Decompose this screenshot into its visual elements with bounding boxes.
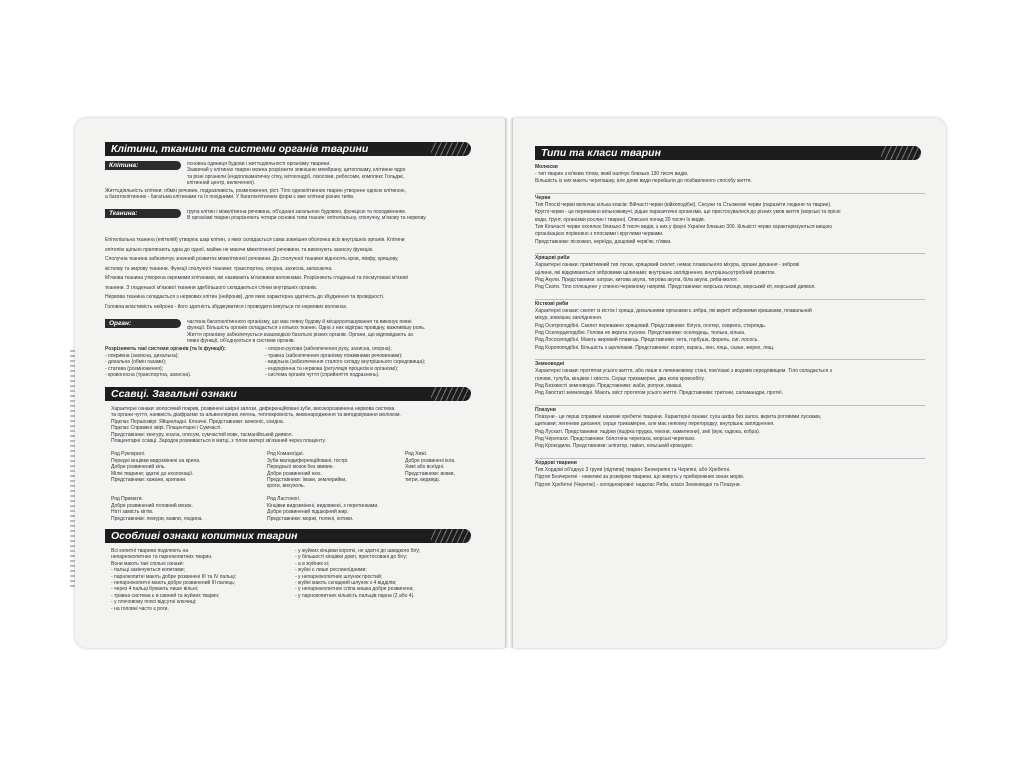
section-divider <box>535 405 925 406</box>
mammal-order-line: тигри, ведмеді. <box>405 476 440 483</box>
animal-group-line: Ряд Хвостаті земноводні. Мають хвіст протягом усього життя. Представники: тритони, саламандри, протеї. <box>535 390 784 397</box>
cell-life-text-line: Життєдіяльність клітини: обмін речовин, подразливість, розмноження, ріст. Тіло одноклітинних тварин утворене однією клітиною, <box>105 188 406 194</box>
mammal-order-line: кроти, вихухоль. <box>267 483 305 490</box>
mammal-order-line: Представники: кажани, крилани. <box>111 476 187 483</box>
animal-group-line: Ряд Коропоподібні. Більшість з щелепами. Представники: короп, карась, лин, ляць, сазан, жерех, лящ. <box>535 344 775 351</box>
organ-system-item: - ендокринна та нервова (регуляція процесів в організмі); <box>265 365 399 372</box>
label-cell: Клітина: <box>105 161 181 170</box>
organ-system-item: Розрізняють такі системи органів (та їх функції): <box>105 346 226 352</box>
organ-system-item: - покривна (захисна, дихальна); <box>105 352 179 359</box>
hoofed-text-line: - у жуйних кінцівки короткі, не здатні до швидкого бігу; <box>295 548 421 554</box>
organ-text-line: частина багатоклітинного організму, що має певну будову й місцерозташування та виконує певні <box>187 319 412 325</box>
animal-group-line: щитками; легеневе дихання; серце трикамерне, але має неповну перегородку; внутрішнє запліднення. <box>535 421 775 428</box>
tissue-text-line: В організмі тварин розрізняють чотири основні типи тканин: епітеліальну, сполучну, м'язову та нервову. <box>187 215 427 222</box>
mammals-text-line: Підклас Першозвірі: Яйцекладні. Клоачні. Представники: качконіс, єхидна. <box>111 418 285 425</box>
tissue-text-line: епітелію щільно прилягають одна до одної, майже не маючи міжклітинної речовини, та виконують захисну функцію. <box>105 246 374 253</box>
animal-group-line: Круглі черви - це переважно вільноживучі, рідше паразитичні організми, що пристосувалися до різних умов життя (морські та прісні <box>535 209 841 216</box>
tissue-text-line: тканини. З гладенької м'язової тканини здебільшого складаються стінки внутрішніх органів. <box>105 284 318 291</box>
animal-group-title: Плазуни <box>535 406 556 413</box>
tissue-text-line: Епітеліальна тканина (епітелій) утворює шар клітин, з яких складається сама зовнішня оболонка всіх внутрішніх органів. Клітини <box>105 237 405 243</box>
animal-group-line: Характерні ознаки: примітивний тип луски, хрящовий скелет, немає плавального міхура, органи дихання - зяброві <box>535 262 800 269</box>
mammal-order-title: Ряд Ластоногі. <box>267 496 301 502</box>
mammal-order-line: Представники: моржі, тюлені, котики. <box>267 515 354 522</box>
animal-group-line: Ряд Лососеподібні. Мають жировий плавець. Представники: кета, горбуша, форель, сиг, лосось. <box>535 337 759 344</box>
animal-group-line: Характерні ознаки: скелет із кісток і хряща, дихальними органами є зябра, які вкриті зябровими кришками, плавальний <box>535 307 812 314</box>
mammal-order-title: Ряд Рукокрилі. <box>111 451 146 457</box>
organ-system-item: - кровоносна (транспортна, захисна). <box>105 372 192 379</box>
section-banner-animal-types: Типи та класи тварин <box>535 146 921 160</box>
animal-group-line: Ряд Черепахи. Представники: болотяна черепаха, морські черепахи. <box>535 436 696 442</box>
animal-group-line: Ряд Осетроподібні. Скелет переважно хрящовий. Представники: білуга, осетер, севрюга, стерлядь. <box>535 322 767 329</box>
animal-group-line: Ряд Лускаті. Представники: ящірки (ящірка прудка, гекони, хамелеони), змії (вуж, гадюка, кобра). <box>535 428 761 435</box>
animal-group-line: Підтип Хребетні (Черепні) - холоднокровні: надклас Риби, класи Земноводні та Плазуни. <box>535 481 741 488</box>
section-divider <box>535 193 925 194</box>
animal-group-title: Хордові тварини <box>535 459 577 466</box>
hoofed-text-line: Всі копитні тварини поділяють на <box>111 548 189 554</box>
section-banner-hoofed: Особливі ознаки копитних тварин <box>105 529 471 543</box>
animal-group-line: Тип Плоскі черви включає кілька класів: Війчасті черви (війкоподібні), Сисуни та Стьожкові черви (паразити людини та тварин). <box>535 201 832 208</box>
animal-group-line: міхур, зовнішнє запліднення. <box>535 315 603 322</box>
left-page <box>75 118 505 648</box>
hoofed-text-line: - на головні часто є роги. <box>111 605 169 612</box>
mammals-text-line: Характерні ознаки: волосяний покрив, розвинені шкірні залози, диференційовані зуби, високорозвинена нервова система <box>111 406 395 412</box>
tissue-text-line: Нервова тканина складається з нервових клітин (нейронів), для яких характерна здатність до збудження та провідності. <box>105 294 385 300</box>
hoofed-text-line: - у непарнокопитних шлунок простий; <box>295 573 383 580</box>
mammal-order-line: Добре розвинений головний мозок. <box>111 503 193 509</box>
hoofed-text-line: непарнокопитних та парнокопитних тварин. <box>111 554 213 561</box>
right-page <box>513 118 946 648</box>
hoofed-text-line: Вони мають такі спільні ознаки: <box>111 560 184 567</box>
hoofed-text-line: - пальці закінчуються копитами; <box>111 567 185 574</box>
hoofed-text-line: - у більшості кінцівки довгі, пристосовані до бігу; <box>295 554 408 561</box>
mammal-order-line: Хижі або всеїдні. <box>405 464 445 471</box>
animal-group-line: Ряд Оселедцеподібні. Голова не вкрита лускою. Представники: оселедець, тюлька, кілька. <box>535 330 746 336</box>
animal-group-title: Земноводні <box>535 361 565 368</box>
animal-group-title: Кісткові риби <box>535 300 569 307</box>
organ-system-item: - дихальна (обмін газами); <box>105 359 167 366</box>
section-banner-mammals: Ссавці. Загальні ознаки <box>105 387 471 401</box>
animal-group-line: голови, тулуба, кінцівок і хвоста. Серце трикамерне, два кола кровообігу. <box>535 375 705 382</box>
animal-group-line: Підтип Безчерепні - невеликі за розміром тварини, що живуть у прибережних зонах морів. <box>535 474 745 481</box>
mammal-order-line: Добре розвинений підшкірний жир. <box>267 509 349 516</box>
animal-group-line: організацією порівняно з плоскими і круглими червами. <box>535 231 664 238</box>
animal-group-title: Хрящові риби <box>535 255 570 262</box>
hoofed-text-line: - у плечовому поясі відсутні ключиці; <box>111 599 197 606</box>
organ-system-item: - статева (розмноження); <box>105 365 164 372</box>
hoofed-text-line: - через 4 пальці бувають лише вільні; <box>111 586 199 593</box>
mammal-order-line: Нігті замість кігтів. <box>111 509 154 516</box>
section-banner-cells: Клітини, тканини та системи органів тварини <box>105 142 471 156</box>
animal-group-line: води, ґрунт, організми рослин і тварин). Описано понад 20 тисяч їх видів. <box>535 216 706 223</box>
hoofed-text-line: - парнокопитні мають добре розвинені III та IV пальці; <box>111 573 237 580</box>
animal-group-title: Черви <box>535 194 551 201</box>
mammal-order-line: Мілкі тварини; здатні до ехолокації. <box>111 470 194 477</box>
tissue-text-line: кісткову та жирову тканини. Функції сполучної тканини: транспортна, опорна, захисна, запасаюча. <box>105 265 333 272</box>
mammals-text-line: Плацентарні ссавці. Зародок розвивається в матці, з тілом матері зв'язаний через плаценту. <box>111 438 326 444</box>
mammal-order-line: Добре розвинений нюх. <box>267 470 322 477</box>
section-divider <box>535 253 925 254</box>
mammal-order-line: Представники: їжаки, землерийки, <box>267 476 347 483</box>
animal-group-line: Тип Кільчасті черви охоплює близько 8 тисяч видів, з них у фауні України близько 300. Кількісті черви характеризуються вищою <box>535 224 832 230</box>
mammal-order-line: Зуби малодиференційовані, гострі. <box>267 458 349 464</box>
hoofed-text-line: - а в жуйних кі; <box>295 560 330 567</box>
organ-text-line: певні функції, об'єднуються в системи органів. <box>187 337 295 344</box>
cell-text-line: Зазвичай у клітинах тварин можна розрізнити зовнішню мембрану, цитоплазму, клітинне ядро <box>187 167 406 174</box>
hoofed-text-line: - у парнокопитних кількість пальців парна (2 або 4). <box>295 592 415 599</box>
hoofed-text-line: - травна система є в свиней та жуйних тварин; <box>111 592 220 599</box>
tissue-text-line: Головна властивість нейрона - його здатність збуджуватися і проводити імпульси по нервових волокнах. <box>105 303 348 310</box>
organ-system-item: - система органів чуття (сприйняття подразнень). <box>265 372 380 379</box>
organ-system-item: - опорно-рухова (забезпечення руху, захисна, опорна); <box>265 346 392 352</box>
hoofed-text-line: - жуйні є лише рослиноїдними; <box>295 567 367 574</box>
hoofed-text-line: - у непарнокопитних сліпа кишка добре розвинена; <box>295 586 414 593</box>
mammal-order-title: Ряд Комахоїдні. <box>267 451 304 457</box>
cell-text-line: та різні органели (ендоплазматичну сітку, мітохондрії, лізосоми, рибосоми, комплекс Гольджі, <box>187 173 405 180</box>
tissue-text-line: Сполучна тканина забезпечує значний розвиток міжклітинної речовини. До сполучної тканини відносять кров, лімфу, хрящову, <box>105 256 399 262</box>
animal-group-line: Ряд Акули. Представники: катран, китова акула, тигрова акула, біла акула, риба-молот. <box>535 277 738 283</box>
organ-system-item: - травна (забезпечення організму поживними речовинами); <box>265 352 403 359</box>
cell-text-line: клітинний центр, включення). <box>187 179 256 186</box>
mammal-order-line: Добре розвинений кіль. <box>111 464 166 471</box>
animal-group-line: Характерні ознаки: протягом усього життя, або лише в личинковому стані, пов'язані з водним середовищем. Тіло складається з <box>535 368 832 375</box>
mammal-order-line: Кінцівки видозмінені, видовжені, з перетинками. <box>267 503 379 509</box>
organ-system-item: - видільна (забезпечення сталого складу внутрішнього середовища); <box>265 359 426 366</box>
mammal-order-line: Передні кінцівки видозмінені на крила. <box>111 458 201 464</box>
animal-group-line: Плазуни - це перші справжні наземні хребетні тварини. Характерні ознаки: суха шкіра без залоз, вкрита роговими лусками, <box>535 413 822 420</box>
mammal-order-line: Представники: лемури, мавпи, людина. <box>111 515 203 522</box>
cell-text-line: основна одиниця будови і життєдіяльності організму тварини. <box>187 161 331 167</box>
animal-group-line: Ряд Безхвості земноводні. Представники: жаби, ропухи, квакші. <box>535 383 683 389</box>
tissue-text-line: М'язова тканина утворена окремими клітинами, які називають м'язовими волокнами. Розрізняють гладенькі та посмуговані м'язові <box>105 275 408 281</box>
section-divider <box>535 299 925 300</box>
animal-group-line: Ряд Скати. Тіло сплющене у спинно-черевному напрямі. Представники: морська лисиця, морський кіт, морський диявол. <box>535 284 816 291</box>
tissue-text-line: група клітин і міжклітинна речовина, об'єднані загальною будовою, функцією та походженням. <box>187 209 406 215</box>
section-divider <box>535 359 925 360</box>
animal-group-line: Тип Хордові об'єднує 3 групи (підтипи) тварин: Безчерепні та Черепні, або Хребетні. <box>535 466 731 473</box>
cell-life-text-line: а багатоклітинних - багатьма клітинами та їх похідними. У багатоклітинних форм є вже клітини різних типів. <box>105 194 355 201</box>
animal-group-line: - тип тварин з м'яким тілом, який налічує близько 130 тисяч видів. <box>535 171 689 177</box>
animal-group-line: Представники: піскожил, нереїда, дощовий черв'як, п'явки. <box>535 238 672 245</box>
mammal-order-title: Ряд Хижі. <box>405 451 428 457</box>
mammals-text-line: Представники: кенгуру, коала, опосум, сумчастий вовк, тасманійський диявол. <box>111 431 293 438</box>
label-tissue: Тканина: <box>105 209 181 218</box>
mammals-text-line: та органи чуття, наявність діафрагми та альвеолярних легень, теплокровність, живонародження та вигодовування молоком. <box>111 412 401 419</box>
organ-text-line: функції. Більшість органів складається з кількох тканин. Одна з них відіграє провідну, важливішу роль. <box>187 325 426 332</box>
animal-group-line: щілини, які відкриваються зябровими щілинами; внутрішнє запліднення, внутрішньоутробний розвиток. <box>535 269 776 276</box>
hoofed-text-line: - жуйні мають складний шлунок з 4 відділів; <box>295 580 397 586</box>
label-organ: Орган: <box>105 319 181 328</box>
mammal-order-line: Добре розвинені ікла. <box>405 458 456 464</box>
mammal-order-title: Ряд Примати. <box>111 496 143 502</box>
section-divider <box>535 458 925 459</box>
mammal-order-line: Представники: вовки, <box>405 470 455 477</box>
animal-group-line: Більшість із них мають черепашку, але деякі види перейшли до позбавленого способу життя. <box>535 178 752 185</box>
animal-group-line: Ряд Крокодили. Представники: алігатор, гавіал, нільський крокодил. <box>535 443 694 450</box>
hoofed-text-line: - непарнокопитні мають добре розвинений III палець; <box>111 580 236 586</box>
organ-text-line: Життя організму забезпечується взаємодією багатьох різних органів. Органи, що відповідають за <box>187 331 413 338</box>
animal-group-title: Молюски <box>535 164 558 170</box>
mammal-order-line: Передньої мозок без звивин. <box>267 464 334 471</box>
mammals-text-line: Підклас Справжні звірі. Плацентарні і Сумчасті. <box>111 425 222 432</box>
